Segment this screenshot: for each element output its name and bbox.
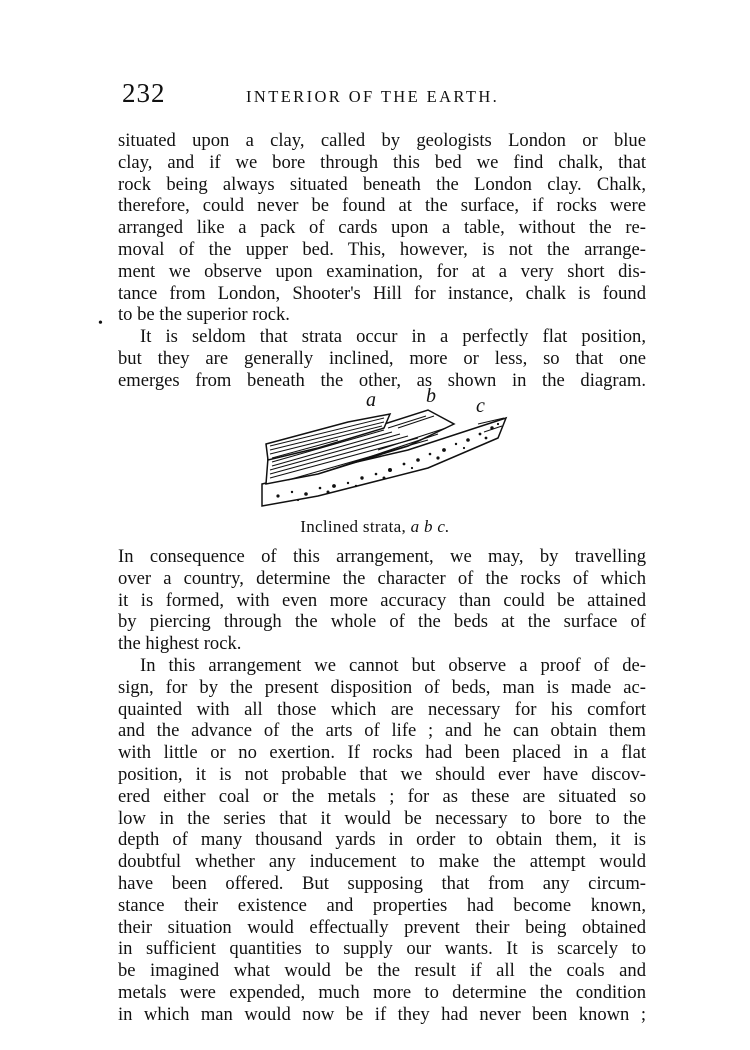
page-number: 232 xyxy=(122,78,166,108)
text-line: but they are generally inclined, more or less, so that one xyxy=(118,347,646,369)
label-a: a xyxy=(366,389,376,411)
text-block-after-figure xyxy=(118,546,646,1026)
text-block-before-figure xyxy=(118,130,646,392)
text-line: rock being always situated beneath the London clay. Chalk, xyxy=(118,173,646,195)
inclined-strata-figure xyxy=(258,388,510,510)
label-c: c xyxy=(476,395,485,417)
text-line: clay, and if we bore through this bed we find chalk, that xyxy=(118,151,646,173)
label-b: b xyxy=(426,388,436,407)
text-line: quainted with all those which are necessary for his comfort xyxy=(118,698,646,720)
text-line: In consequence of this arrangement, we may, by travelling xyxy=(118,546,646,567)
text-line: moval of the upper bed. This, however, is not the arrange- xyxy=(118,238,646,260)
text-line: tance from London, Shooter's Hill for instance, chalk is found xyxy=(118,282,646,304)
figure-caption xyxy=(0,517,750,537)
text-line: therefore, could never be found at the surface, if rocks were xyxy=(118,195,646,217)
strata-illustration xyxy=(258,388,510,510)
text-line: in which man would now be if they had never been known ; xyxy=(118,1003,646,1025)
text-line: doubtful whether any inducement to make the attempt would xyxy=(118,851,646,873)
text-line: be imagined what would be the result if all the coals and xyxy=(118,960,646,982)
text-line: to be the superior rock. xyxy=(118,304,290,326)
text-line: their situation would effectually prevent their being obtained xyxy=(118,916,646,938)
text-line: the highest rock. xyxy=(118,633,242,655)
text-line: low in the series that it would be necessary to bore to the xyxy=(118,807,646,829)
text-line: in sufficient quantities to supply our wants. It is scarcely to xyxy=(118,938,646,960)
caption-text: Inclined strata, xyxy=(300,517,411,536)
text-line: metals were expended, much more to determine the condition xyxy=(118,981,646,1003)
text-line: depth of many thousand yards in order to obtain them, it is xyxy=(118,829,646,851)
text-line: arranged like a pack of cards upon a table, without the re- xyxy=(118,217,646,239)
text-line: ered either coal or the metals ; for as these are situated so xyxy=(118,785,646,807)
running-head: INTERIOR OF THE EARTH. xyxy=(246,87,500,106)
text-line: have been offered. But supposing that from any circum- xyxy=(118,872,646,894)
text-line: over a country, determine the character of the rocks of which xyxy=(118,567,646,589)
text-line: stance their existence and properties had become known, xyxy=(118,894,646,916)
margin-mark: • xyxy=(98,316,103,331)
text-line: It is seldom that strata occur in a perfectly flat position, xyxy=(140,326,646,348)
text-line: it is formed, with even more accuracy than could be attained xyxy=(118,589,646,611)
text-line: with little or no exertion. If rocks had been placed in a flat xyxy=(118,742,646,764)
page-header xyxy=(118,78,648,114)
caption-letters: a b c. xyxy=(410,517,450,536)
text-line: and the advance of the arts of life ; and he can obtain them xyxy=(118,720,646,742)
text-line: sign, for by the present disposition of beds, man is made ac- xyxy=(118,676,646,698)
text-line: ment we observe upon examination, for at a very short dis- xyxy=(118,260,646,282)
text-line: situated upon a clay, called by geologists London or blue xyxy=(118,130,646,151)
text-line: emerges from beneath the other, as shown in the diagram. xyxy=(118,369,646,391)
text-line: In this arrangement we cannot but observe a proof of de- xyxy=(140,654,646,676)
text-line: position, it is not probable that we should ever have discov- xyxy=(118,763,646,785)
text-line: by piercing through the whole of the beds at the surface of xyxy=(118,611,646,633)
